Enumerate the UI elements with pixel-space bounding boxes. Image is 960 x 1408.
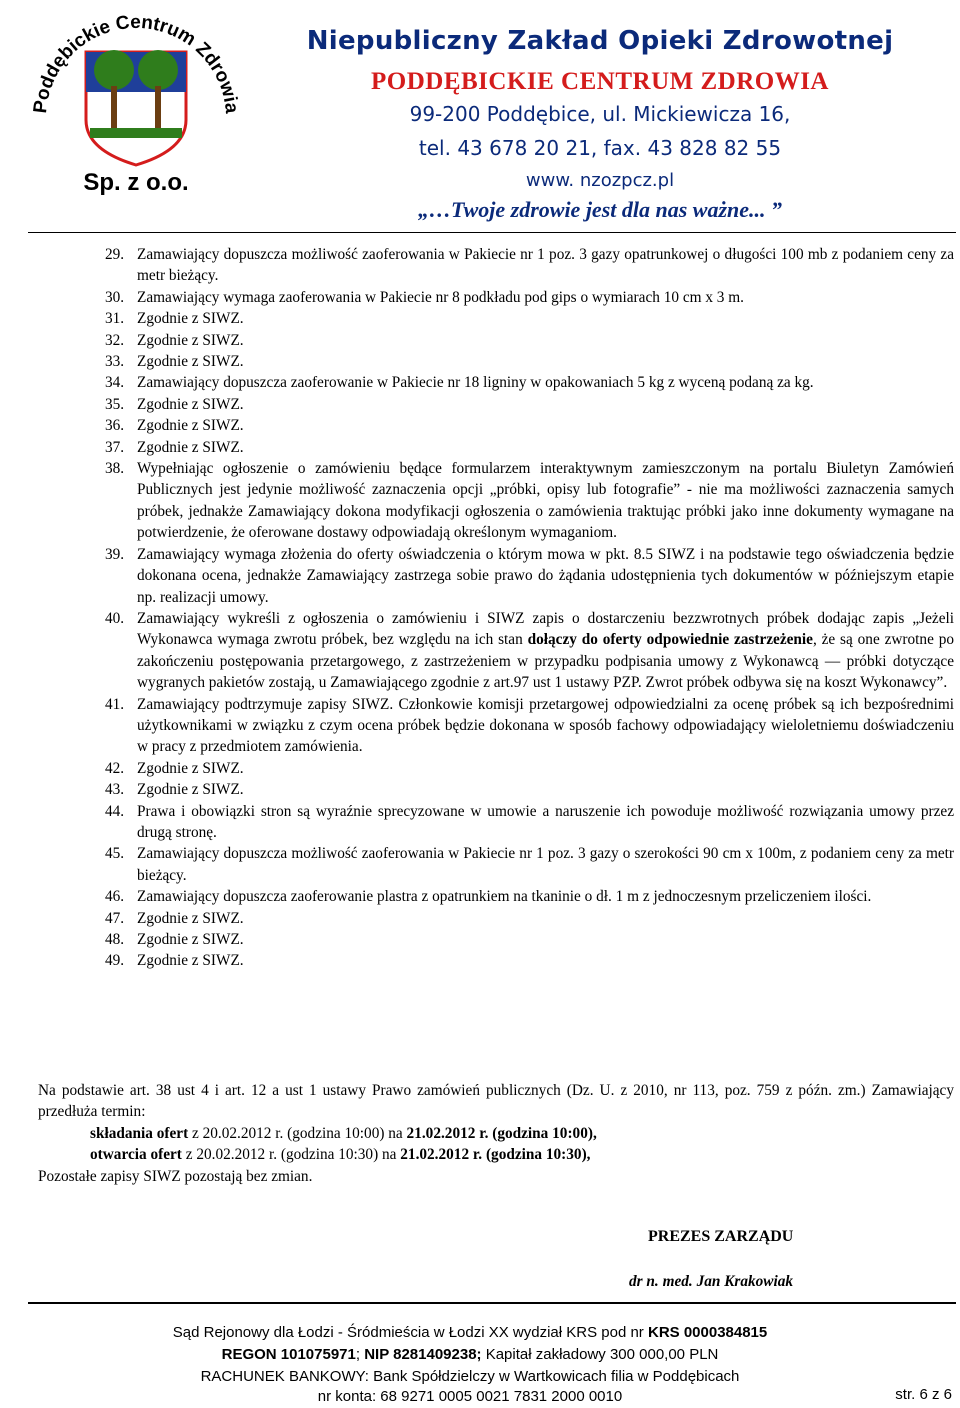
- footer-divider: [28, 1302, 956, 1304]
- list-item: 44. Prawa i obowiązki stron są wyraźnie sprecyzowane w umowie a naruszenie ich powoduje możliwość rozwiązania umowy przez drugą stronę.: [105, 802, 954, 841]
- footer-ids: REGON 101075971; NIP 8281409238; Kapitał zakładowy 300 000,00 PLN: [221, 1346, 719, 1363]
- list-item: 39. Zamawiający wymaga złożenia do oferty oświadczenia o którym mowa w pkt. 8.5 SIWZ i na podstawie tego oświadczenia będzie dokonana ocena, jednakże Zamawiający zastrzega sobie prawo do żądania udostępnienia tych dokumentów w późniejszym etapie np. realizacji umowy.: [105, 545, 954, 606]
- list-item: 36. Zgodnie z SIWZ.: [105, 417, 244, 435]
- institution-address: 99-200 Poddębice, ul. Mickiewicza 16,: [409, 102, 791, 126]
- company-logo: [28, 0, 243, 200]
- list-item: 47. Zgodnie z SIWZ.: [105, 909, 244, 927]
- signature-name: dr n. med. Jan Krakowiak: [629, 1273, 794, 1290]
- header-divider: [28, 232, 956, 233]
- logo-bottom-text: Sp. z o.o.: [83, 169, 189, 196]
- institution-name: Niepubliczny Zakład Opieki Zdrowotnej: [306, 26, 894, 56]
- list-item: 40. Zamawiający wykreśli z ogłoszenia o zamówieniu i SIWZ zapis o dostarczeniu bezzwrotnych próbek dodając zapis „Jeżeli Wykonawca wymaga zwrotu próbek, bez względu na ich stan dołączy do oferty odpowiednie zastrzeżenie, że są one zwrotne po zakończeniu postępowania przetargowego, z zastrzeżeniem w przypadku podpisania umowy z Wykonawcą — próbki dotyczące wygranych pakietów zostają, u Zamawiającego zgodnie z art.97 ust 1 ustawy PZP. Zwrot próbek odbywa się na koszt Wykonawcy”.: [105, 609, 955, 692]
- list-item: 49. Zgodnie z SIWZ.: [105, 952, 244, 970]
- footer-court: Sąd Rejonowy dla Łodzi - Śródmieścia w Łodzi XX wydział KRS pod nr KRS 0000384815: [172, 1324, 768, 1341]
- list-item: 35. Zgodnie z SIWZ.: [105, 395, 244, 413]
- list-item: 34. Zamawiający dopuszcza zaoferowanie w Pakiecie nr 18 ligniny w opakowaniach 5 kg z wyceną podaną za kg.: [105, 374, 814, 392]
- list-item: 29. Zamawiający dopuszcza możliwość zaoferowania w Pakiecie nr 1 poz. 3 gazy opatrunkowej o długości 100 mb z podaniem ceny za metr bieżący.: [105, 246, 954, 285]
- list-item: 46. Zamawiający dopuszcza zaoferowanie plastra z opatrunkiem na tkaninie o dł. 1 m z jednoczesnym przeliczeniem ilości.: [105, 888, 872, 906]
- institution-website[interactable]: www. nzozpcz.pl: [525, 170, 675, 191]
- closing-paragraph: [38, 1080, 954, 1187]
- list-item: 38. Wypełniając ogłoszenie o zamówieniu będące formularzem interaktywnym zamieszczonym na portalu Biuletyn Zamówień Publicznych jest jedynie możliwość zaznaczenia opcji „próbki, opisy lub fotografie” - nie ma możliwości zaznaczenia samych próbek, jednakże Zamawiający dokona modyfikacji ogłoszenia o zamówienia traktując próbki jako inne dokumenty wymagane na potwierdzenie, że oferowane dostawy odpowiadają określonym wymaganiom.: [105, 460, 954, 542]
- deadline-offers: składania ofert z 20.02.2012 r. (godzina 10:00) na 21.02.2012 r. (godzina 10:00),: [90, 1124, 597, 1142]
- footer-bank: RACHUNEK BANKOWY: Bank Spółdzielczy w Wartkowicach filia w Poddębicach: [200, 1368, 740, 1385]
- footer-account: nr konta: 68 9271 0005 0021 7831 2000 0010: [317, 1388, 623, 1405]
- list-item: 48. Zgodnie z SIWZ.: [105, 931, 244, 948]
- list-item: 41. Zamawiający podtrzymuje zapisy SIWZ. Członkowie komisji przetargowej odpowiedzialni za ocenę próbek są ich bezpośrednimi użytkownikami w związku z czym ocena próbek będzie dokonana w sposób fachowy odpowiadający wieloletniemu doświadczeniu w pracy z przedmiotem zamówienia.: [105, 695, 954, 756]
- closing-intro: Na podstawie art. 38 ust 4 i art. 12 a ust 1 ustawy Prawo zamówień publicznych (Dz. U. z 2010, nr 113, poz. 759 z późn. zm.) Zamawiający przedłuża termin:: [38, 1082, 954, 1121]
- list-item: 31. Zgodnie z SIWZ.: [105, 310, 244, 328]
- closing-outro: Pozostałe zapisy SIWZ pozostają bez zmian.: [38, 1167, 313, 1185]
- list-item: 37. Zgodnie z SIWZ.: [105, 438, 244, 456]
- list-item: 30. Zamawiający wymaga zaoferowania w Pakiecie nr 8 podkładu pod gips o wymiarach 10 cm x 3 m.: [105, 288, 745, 306]
- list-item: 33. Zgodnie z SIWZ.: [105, 353, 244, 371]
- institution-slogan: „…Twoje zdrowie jest dla nas ważne... ”: [417, 197, 783, 222]
- list-item: 42. Zgodnie z SIWZ.: [105, 759, 244, 777]
- institution-phone: tel. 43 678 20 21, fax. 43 828 82 55: [418, 136, 782, 160]
- page-number: str. 6 z 6: [895, 1386, 952, 1403]
- signature-title: PREZES ZARZĄDU: [648, 1228, 794, 1245]
- answers-list: [105, 244, 954, 972]
- list-item: 32. Zgodnie z SIWZ.: [105, 331, 244, 349]
- institution-subtitle: PODDĘBICKIE CENTRUM ZDROWIA: [371, 68, 829, 95]
- logo-arc-text: Poddębickie Centrum Zdrowia: [29, 11, 242, 115]
- deadline-opening: otwarcia ofert z 20.02.2012 r. (godzina 10:30) na 21.02.2012 r. (godzina 10:30),: [90, 1146, 591, 1164]
- list-item: 43. Zgodnie z SIWZ.: [105, 781, 244, 799]
- list-item: 45. Zamawiający dopuszcza możliwość zaoferowania w Pakiecie nr 1 poz. 3 gazy o szerokości 90 cm x 100m, z podaniem ceny za metr bieżący.: [105, 845, 954, 884]
